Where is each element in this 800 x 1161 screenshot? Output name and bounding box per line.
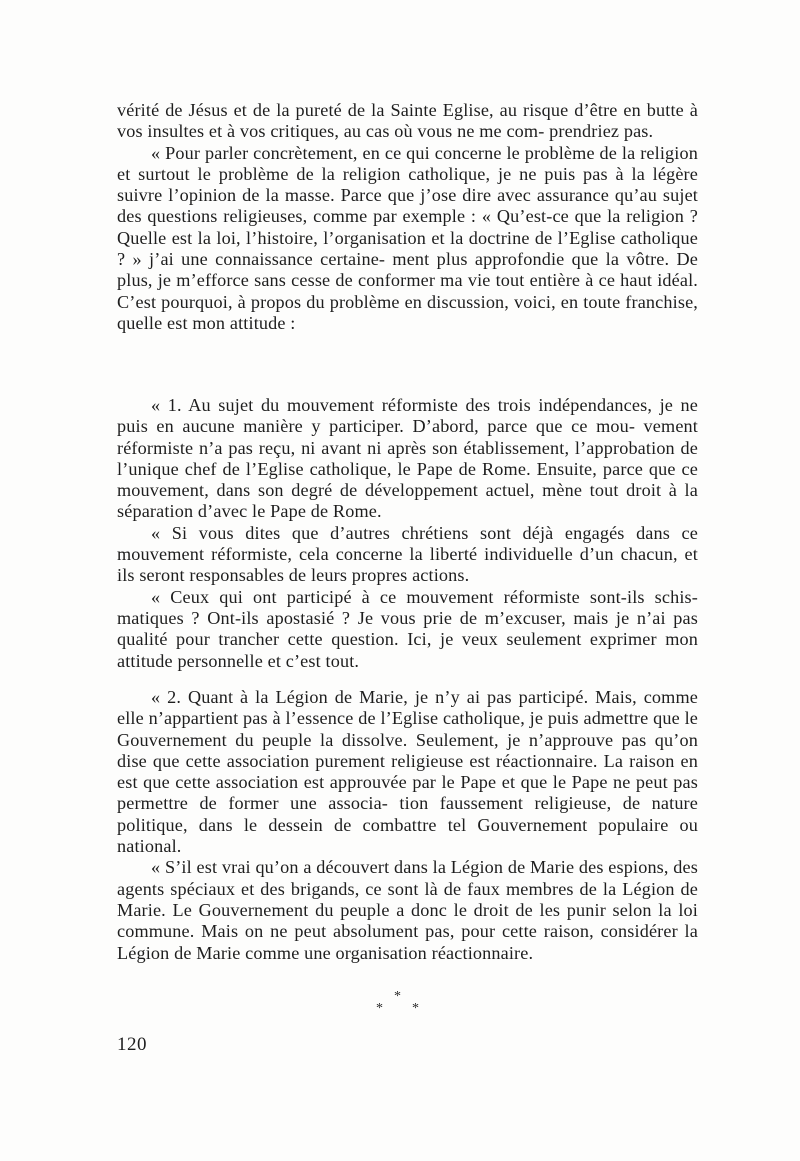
paragraph-point-2: « 2. Quant à la Légion de Marie, je n’y ai pas participé. Mais, comme elle n’appartient pas à l’essence de l’Eglise catholique, je puis admettre que le Gouvernement du peuple la dissolve. Seulement, je n’approuve pas qu’on dise que cette association purement religieuse est réactionnaire. La raison en est que cette association est approuvée par le Pape et que le Pape ne peut pas permettre de former une associa- tion faussement religieuse, de nature politique, dans le dessein de combattre tel Gouvernement populaire ou national.: [117, 687, 698, 857]
paragraph-continuation: vérité de Jésus et de la pureté de la Sainte Eglise, au risque d’être en butte à vos insultes et à vos critiques, au cas où vous ne me com- prendriez pas.: [117, 100, 698, 142]
section-asterism: [371, 990, 425, 1018]
asterism-star-top: *: [394, 989, 401, 1004]
paragraph-schismatics: « Ceux qui ont participé à ce mouvement réformiste sont-ils schis- matiques ? Ont-ils apostasié ? Je vous prie de m’excuser, mais je n’ai pas qualité pour trancher cette question. Ici, je veux seulement exprimer mon attitude personnelle et c’est tout.: [117, 586, 698, 671]
page-number: 120: [117, 1034, 147, 1055]
paragraph-other-christians: « Si vous dites que d’autres chrétiens sont déjà engagés dans ce mouvement réformiste, cela concerne la liberté individuelle d’un chacun, et ils seront responsables de leurs propres actions.: [117, 522, 698, 586]
asterism-star-left: *: [376, 1001, 383, 1016]
paragraph-legion-spies: « S’il est vrai qu’on a découvert dans la Légion de Marie des espions, des agents spéciaux et des brigands, ce sont là de faux membres de la Légion de Marie. Le Gouvernement du peuple a donc le droit de les punir selon la loi commune. Mais on ne peut absolument pas, pour cette raison, considérer la Légion de Marie comme une organisation réactionnaire.: [117, 857, 698, 963]
text-section-point-1: [117, 395, 698, 672]
text-section-intro: [117, 100, 698, 334]
asterism-star-right: *: [412, 1001, 419, 1016]
paragraph-concretely: « Pour parler concrètement, en ce qui concerne le problème de la religion et surtout le problème de la religion catholique, je ne puis pas à la légère suivre l’opinion de la masse. Parce que j’ose dire avec assurance qu’au sujet des questions religieuses, comme par exemple : « Qu’est-ce que la religion ? Quelle est la loi, l’histoire, l’organisation et la doctrine de l’Eglise catholique ? » j’ai une connaissance certaine- ment plus approfondie que la vôtre. De plus, je m’efforce sans cesse de conformer ma vie tout entière à ce haut idéal. C’est pourquoi, à propos du problème en discussion, voici, en toute franchise, quelle est mon attitude :: [117, 142, 698, 333]
text-section-point-2: [117, 687, 698, 964]
paragraph-point-1: « 1. Au sujet du mouvement réformiste des trois indépendances, je ne puis en aucune manière y participer. D’abord, parce que ce mou- vement réformiste n’a pas reçu, ni avant ni après son établissement, l’approbation de l’unique chef de l’Eglise catholique, le Pape de Rome. Ensuite, parce que ce mouvement, dans son degré de développement actuel, mène tout droit à la séparation d’avec le Pape de Rome.: [117, 395, 698, 522]
